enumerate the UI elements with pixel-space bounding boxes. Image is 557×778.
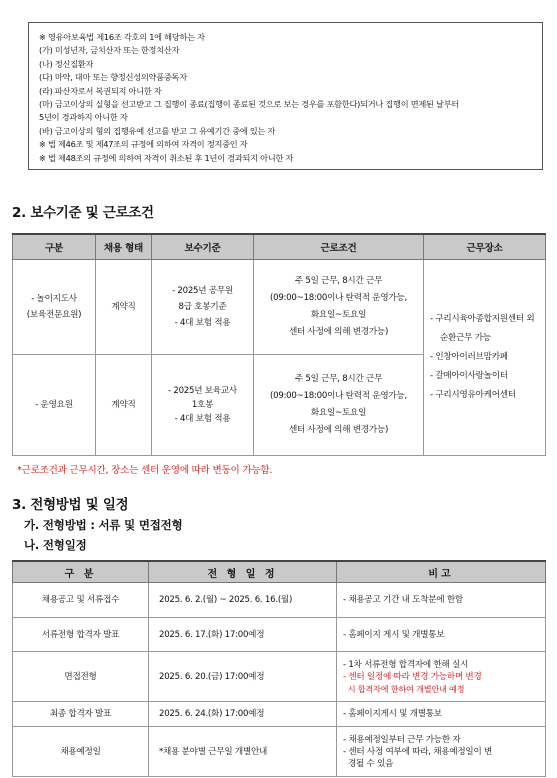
header-pay: 보수기준 <box>152 234 254 260</box>
schedule-heading: 나. 전형일정 <box>24 538 87 552</box>
disqualify-line: (라) 파산자로서 복권되지 아니한 자 <box>39 85 162 96</box>
schedule-table <box>12 560 546 777</box>
table-row <box>13 260 546 355</box>
row-conditions <box>254 260 424 355</box>
disqualify-line: (마) 금고이상의 실형을 선고받고 그 집행이 종료(집행이 종료된 것으로 보는 경우를 포함한다)되거나 집행이 면제된 날부터 <box>39 99 460 110</box>
section3-title: 3. 전형방법 및 일정 <box>12 497 129 513</box>
schedule-label: 채용예정일 <box>13 727 149 777</box>
header-remarks: 비고 <box>337 561 546 583</box>
remark-line: - 홈페이지 게시 및 개별통보 <box>343 629 445 640</box>
disqualify-line: (바) 금고이상의 형의 집행유예 선고를 받고 그 유예기간 중에 있는 자 <box>39 125 276 136</box>
header-category: 구분 <box>13 234 96 260</box>
pay-line: - 4대 보험 적용 <box>174 414 231 424</box>
remark-line: 경될 수 있음 <box>343 758 394 769</box>
row-pay <box>152 260 254 355</box>
section2-title: 2. 보수기준 및 근로조건 <box>12 205 154 221</box>
schedule-remark <box>337 618 546 652</box>
disqualify-line: (가) 미성년자, 금치산자 또는 한정치산자 <box>39 45 180 56</box>
remark-line: - 1차 서류전형 합격자에 한해 실시 <box>343 659 469 670</box>
pay-line: 8급 호봉기준 <box>178 302 227 312</box>
row-category <box>13 260 96 355</box>
remark-line: - 채용예정일부터 근무 가능한 자 <box>343 734 461 745</box>
condition-line: 화요일~토요일 <box>310 310 367 320</box>
disqualify-line: ※ 법 제48조의 규정에 의하여 자격이 취소된 후 1년이 경과되지 아니한 자 <box>39 152 294 163</box>
table-header-row <box>13 234 546 260</box>
row-conditions <box>254 355 424 456</box>
schedule-label: 면접전형 <box>13 652 149 702</box>
pay-line: - 4대 보험 적용 <box>174 318 231 328</box>
table-row <box>13 702 546 727</box>
remark-line: - 홈페이지게시 및 개별통보 <box>343 709 442 719</box>
header-category: 구 분 <box>13 561 149 583</box>
category-line: - 운영요원 <box>35 400 73 410</box>
schedule-date: 2025. 6. 24.(화) 17:00예정 <box>149 702 337 727</box>
row-type: 계약직 <box>96 260 152 355</box>
schedule-label: 채용공고 및 서류접수 <box>13 583 149 618</box>
header-place: 근무장소 <box>424 234 546 260</box>
remark-line: 시 합격자에 한하여 개별안내 예정 <box>343 683 465 694</box>
schedule-remark <box>337 652 546 702</box>
work-place <box>424 260 546 456</box>
place-line: 순환근무 가능 <box>440 333 491 343</box>
header-conditions: 근로조건 <box>254 234 424 260</box>
condition-line: 센터 사정에 의해 변경가능) <box>288 425 389 435</box>
schedule-remark <box>337 702 546 727</box>
table-row <box>13 727 546 777</box>
pay-line: - 2025년 공무원 <box>172 286 233 296</box>
table-row <box>13 618 546 652</box>
disqualify-line: (다) 마약, 대마 또는 향정신성의약품중독자 <box>39 72 187 83</box>
row-category <box>13 355 96 456</box>
header-type: 채용 형태 <box>96 234 152 260</box>
schedule-date: 2025. 6. 17.(화) 17:00예정 <box>149 618 337 652</box>
row-type: 계약직 <box>96 355 152 456</box>
disqualify-line: ※ 영유아보육법 제16조 각호의 1에 해당하는 자 <box>39 32 205 42</box>
condition-line: 센터 사정에 의해 변경가능) <box>288 327 389 337</box>
condition-line: (09:00~18:00이나 탄력적 운영가능, <box>270 391 407 401</box>
condition-line: (09:00~18:00이나 탄력적 운영가능, <box>270 293 407 303</box>
place-line: - 갈매아이사랑놀이터 <box>430 371 508 381</box>
disqualify-line: ※ 법 제46조 및 제47조의 규정에 의하여 자격이 정지중인 자 <box>39 139 248 150</box>
place-line: - 구리시영유아케어센터 <box>430 390 516 400</box>
remark-line: - 센터 사정 여부에 따라, 채용예정일이 변 <box>343 746 493 757</box>
category-line: - 놀이지도사 <box>31 294 77 304</box>
table-row <box>13 652 546 702</box>
schedule-date: 2025. 6. 20.(금) 17:00예정 <box>149 652 337 702</box>
table-header-row <box>13 561 546 583</box>
schedule-label: 서류전형 합격자 발표 <box>13 618 149 652</box>
schedule-remark <box>337 727 546 777</box>
condition-line: 화요일~토요일 <box>310 408 367 418</box>
condition-line: 주 5일 근무, 8시간 근무 <box>294 374 383 384</box>
schedule-remark <box>337 583 546 618</box>
header-schedule: 전 형 일 정 <box>149 561 337 583</box>
disqualification-box <box>28 22 543 170</box>
category-line: (보육전문요원) <box>26 310 82 320</box>
selection-method: 가. 전형방법 : 서류 및 면접전형 <box>24 518 183 532</box>
schedule-date: 2025. 6. 2.(월) ~ 2025. 6. 16.(월) <box>149 583 337 618</box>
place-line: - 인창아이러브맘카페 <box>430 352 508 362</box>
pay-conditions-table <box>12 233 546 456</box>
pay-line: - 2025년 보육교사 <box>168 386 237 396</box>
schedule-date: *채용 분야별 근무일 개별안내 <box>149 727 337 777</box>
disqualify-line: (나) 정신질환자 <box>39 58 94 69</box>
remark-line: - 채용공고 기간 내 도착분에 한함 <box>343 595 463 605</box>
schedule-label: 최종 합격자 발표 <box>13 702 149 727</box>
conditions-note: *근로조건과 근무시간, 장소는 센터 운영에 따라 변동이 가능함. <box>17 465 273 476</box>
pay-line: 1호봉 <box>191 400 214 410</box>
disqualify-line: 5년이 경과하지 아니한 자 <box>39 112 128 123</box>
table-row <box>13 583 546 618</box>
place-line: - 구리시육아종합지원센터 외 <box>430 314 535 324</box>
remark-line: - 센터 일정에 따라 변경 가능하며 변경 <box>343 671 482 682</box>
row-pay <box>152 355 254 456</box>
condition-line: 주 5일 근무, 8시간 근무 <box>294 276 383 286</box>
